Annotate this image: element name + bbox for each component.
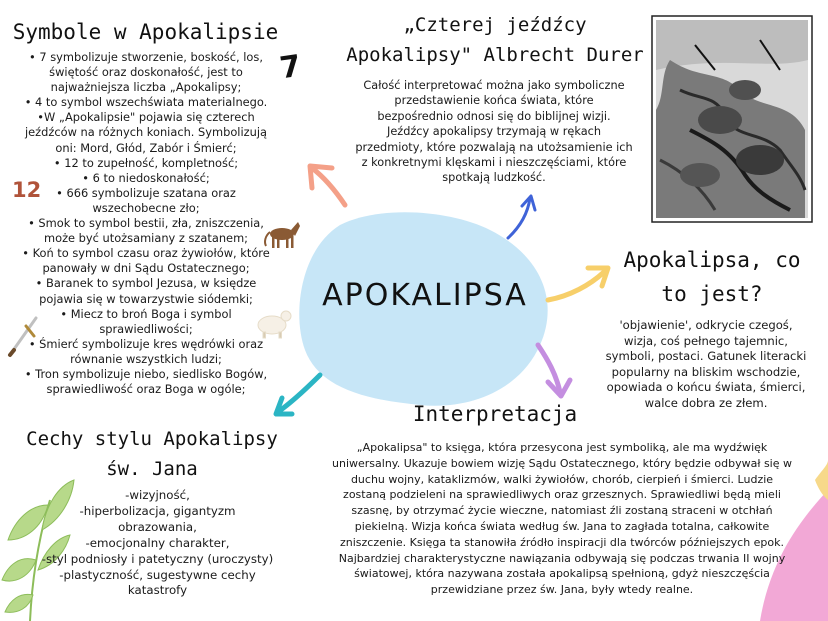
- style-line: obrazowania,: [118, 519, 197, 534]
- arrow-to-durer: [508, 196, 535, 238]
- interpretation-line: piekielną. Wizja końca świata według św. Jana to zagłada totalna, całkowite: [354, 519, 770, 533]
- durer-title-line1: „Czterej jeźdźcy: [403, 14, 587, 36]
- symbol-line: pojawia się w towarzystwie siódemki;: [39, 291, 253, 306]
- symbols-title: Symbole w Apokalipsie: [12, 20, 279, 44]
- interpretation-title: Interpretacja: [412, 402, 578, 426]
- interpretation-line: przewidziane przez św. Jana, były wtedy realne.: [430, 583, 694, 597]
- symbol-line: • Miecz to broń Boga i symbol: [60, 306, 232, 321]
- symbol-line: •W „Apokalipsie" pojawia się czterech: [37, 110, 255, 125]
- symbol-line: • Smok to symbol bestii, zła, zniszczenia,: [28, 216, 264, 231]
- symbol-line: może być utożsamiany z szatanem;: [44, 231, 248, 246]
- symbol-line: świętość oraz doskonałość, jest to: [49, 65, 243, 80]
- definition-line: symboli, postaci. Gatunek literacki: [605, 349, 807, 364]
- interpretation-line: zostaną podzieleni na sprawiedliwych oraz grzesznych. Sprawiedliwi będą mieli: [343, 488, 781, 502]
- symbol-line: równanie wszystkich ludzi;: [70, 351, 222, 366]
- durer-line: przedstawienie końca świata, które: [394, 94, 594, 108]
- definition-title-line2: to jest?: [661, 282, 763, 306]
- symbol-line: • 7 symbolizuje stworzenie, boskość, los,: [29, 50, 263, 64]
- center-title: APOKALIPSA: [322, 278, 528, 313]
- symbol-line: • Śmierć symbolizuje kres wędrówki oraz: [28, 336, 264, 351]
- number-seven-badge: 7: [277, 48, 304, 87]
- symbol-line: sprawiedliwości;: [99, 321, 193, 336]
- symbol-line: wszechobecne zło;: [92, 200, 200, 215]
- symbol-line: oni: Mord, Głód, Zabór i Śmierć;: [55, 140, 237, 155]
- symbol-line: • Koń to symbol czasu oraz żywiołów, które: [22, 246, 270, 261]
- durer-text: [338, 78, 650, 186]
- definition-line: wizja, coś pełnego tajemnic,: [623, 333, 788, 348]
- symbol-line: sprawiedliwość oraz Boga w ogóle;: [46, 382, 246, 397]
- durer-line: bezpośrednio odnosi się do biblijnej wizji.: [377, 109, 611, 123]
- durer-line: spotkają ludzkość.: [442, 171, 546, 185]
- durer-line: z konkretnymi klęskami i nieszczęściami, które: [361, 156, 627, 170]
- interpretation-line: Najbardziej charakterystyczne nawiązania odbywają się podczas trwania II wojny: [338, 551, 786, 565]
- style-line: -emocjonalny charakter,: [85, 535, 230, 550]
- symbol-line: • Tron symbolizuje niebo, siedlisko Bogów,: [24, 366, 268, 381]
- interpretation-line: duchu wojny, kataklizmów, walki żywiołów, chorób, cierpień i śmierci. Ludzie: [350, 472, 774, 486]
- symbol-line: • 4 to symbol wszechświata materialnego.: [24, 95, 268, 110]
- durer-title-line2: Apokalipsy" Albrecht Durer: [346, 44, 644, 66]
- definition-line: walce dobra ze złem.: [644, 395, 768, 410]
- interpretation-line: światowej, która nazywana została apokalipsą spełnioną, gdyż nieszczęścia: [354, 567, 770, 581]
- symbol-line: jeźdźców na różnych koniach. Symbolizują: [25, 125, 267, 140]
- durer-engraving-image: [652, 16, 812, 222]
- interpretation-line: zniszczenie. Księga ta stanowiła źródło inspiracji dla twórców późniejszych epok.: [339, 535, 785, 549]
- style-text: [30, 488, 285, 599]
- number-twelve-badge: 12: [12, 178, 42, 202]
- style-line: -plastyczność, sugestywne cechy: [59, 567, 256, 582]
- durer-line: Całość interpretować można jako symboliczne: [363, 79, 625, 92]
- symbol-line: • 12 to zupełność, kompletność;: [53, 155, 239, 170]
- style-line: -hiperbolizacja, gigantyzm: [79, 503, 236, 518]
- symbols-list: [0, 50, 292, 397]
- arrow-to-interpretation: [538, 345, 570, 396]
- definition-line: opowiada o końcu świata, śmierci,: [606, 380, 806, 395]
- style-title-line2: św. Jana: [106, 458, 198, 480]
- definition-line: 'objawienie', odkrycie czegoś,: [619, 318, 793, 332]
- symbol-line: • 6 to niedoskonałość;: [82, 170, 210, 185]
- interpretation-text: [296, 440, 828, 598]
- style-line: katastrofy: [127, 583, 188, 598]
- definition-text: [588, 318, 824, 412]
- definition-title-line1: Apokalipsa, co: [623, 248, 801, 272]
- symbol-line: • Baranek to symbol Jezusa, w księdze: [35, 276, 257, 291]
- symbol-line: • 666 symbolizuje szatana oraz: [56, 185, 236, 200]
- interpretation-line: uniwersalny. Ukazuje bowiem wizję Sądu Ostatecznego, który będzie odbywał się w: [332, 456, 792, 470]
- durer-line: Jeźdźcy apokalipsy trzymają w rękach: [386, 125, 601, 139]
- style-line: -wizyjność,: [125, 488, 190, 502]
- interpretation-line: szasnę, by otrzymać życie wieczne, natomiast źli zostaną straceni w otchłań: [351, 504, 773, 518]
- style-title-line1: Cechy stylu Apokalipsy: [26, 428, 278, 450]
- symbol-line: panowały w dni Sądu Ostatecznego;: [42, 261, 250, 276]
- style-line: -styl podniosły i patetyczny (uroczysty): [41, 551, 274, 566]
- definition-line: popularny na bliskim wschodzie,: [611, 364, 801, 379]
- symbol-line: najważniejsza liczba „Apokalipsy;: [50, 80, 242, 95]
- arrow-to-definition: [548, 268, 608, 300]
- interpretation-line: „Apokalipsa" to księga, która przesycona jest symboliką, ale ma wydźwięk: [356, 441, 768, 454]
- durer-line: przedmioty, które pozwalają na utożsamienie ich: [355, 140, 633, 154]
